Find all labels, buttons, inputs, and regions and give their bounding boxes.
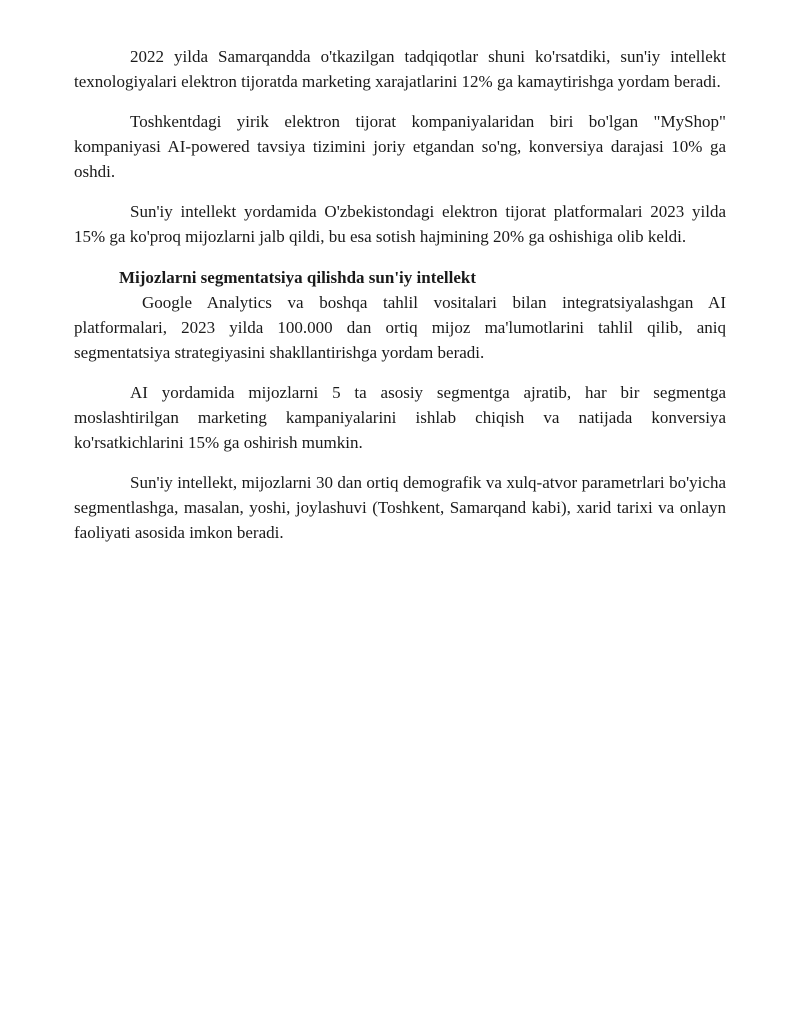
paragraph-google-analytics: Google Analytics va boshqa tahlil vositalari bilan integratsiyalashgan AI platformalari, 2023 yilda 100.000 dan ortiq mijoz ma'lumotlarini tahlil qilib, aniq segmentatsiya strategiyasini shakllantirishga yordam beradi. [74,293,726,362]
section-heading: Mijozlarni segmentatsiya qilishda sun'iy intellekt [119,268,477,287]
paragraph-platforms-2023: Sun'iy intellekt yordamida O'zbekistondagi elektron tijorat platformalari 2023 yilda 15% ga ko'proq mijozlarni jalb qildi, bu esa sotish hajmining 20% ga oshishiga olib keldi. [74,202,726,246]
paragraph-research-2022: 2022 yilda Samarqandda o'tkazilgan tadqiqotlar shuni ko'rsatdiki, sun'iy intellekt texnologiyalari elektron tijoratda marketing xarajatlarini 12% ga kamaytirishga yordam beradi. [74,47,726,91]
document-page [74,44,726,545]
paragraph-five-segments: AI yordamida mijozlarni 5 ta asosiy segmentga ajratib, har bir segmentga moslashtirilgan marketing kampaniyalarini ishlab chiqish va natijada konversiya ko'rsatkichlarini 15% ga oshirish mumkin. [74,383,726,452]
paragraph-myshop: Toshkentdagi yirik elektron tijorat kompaniyalaridan biri bo'lgan "MyShop" kompaniyasi AI-powered tavsiya tizimini joriy etgandan so'ng, konversiya darajasi 10% ga oshdi. [74,112,726,181]
paragraph-demographic-parameters: Sun'iy intellekt, mijozlarni 30 dan ortiq demografik va xulq-atvor parametrlari bo'yicha segmentlashga, masalan, yoshi, joylashuvi (Toshkent, Samarqand kabi), xarid tarixi va onlayn faoliyati asosida imkon beradi. [74,473,726,542]
